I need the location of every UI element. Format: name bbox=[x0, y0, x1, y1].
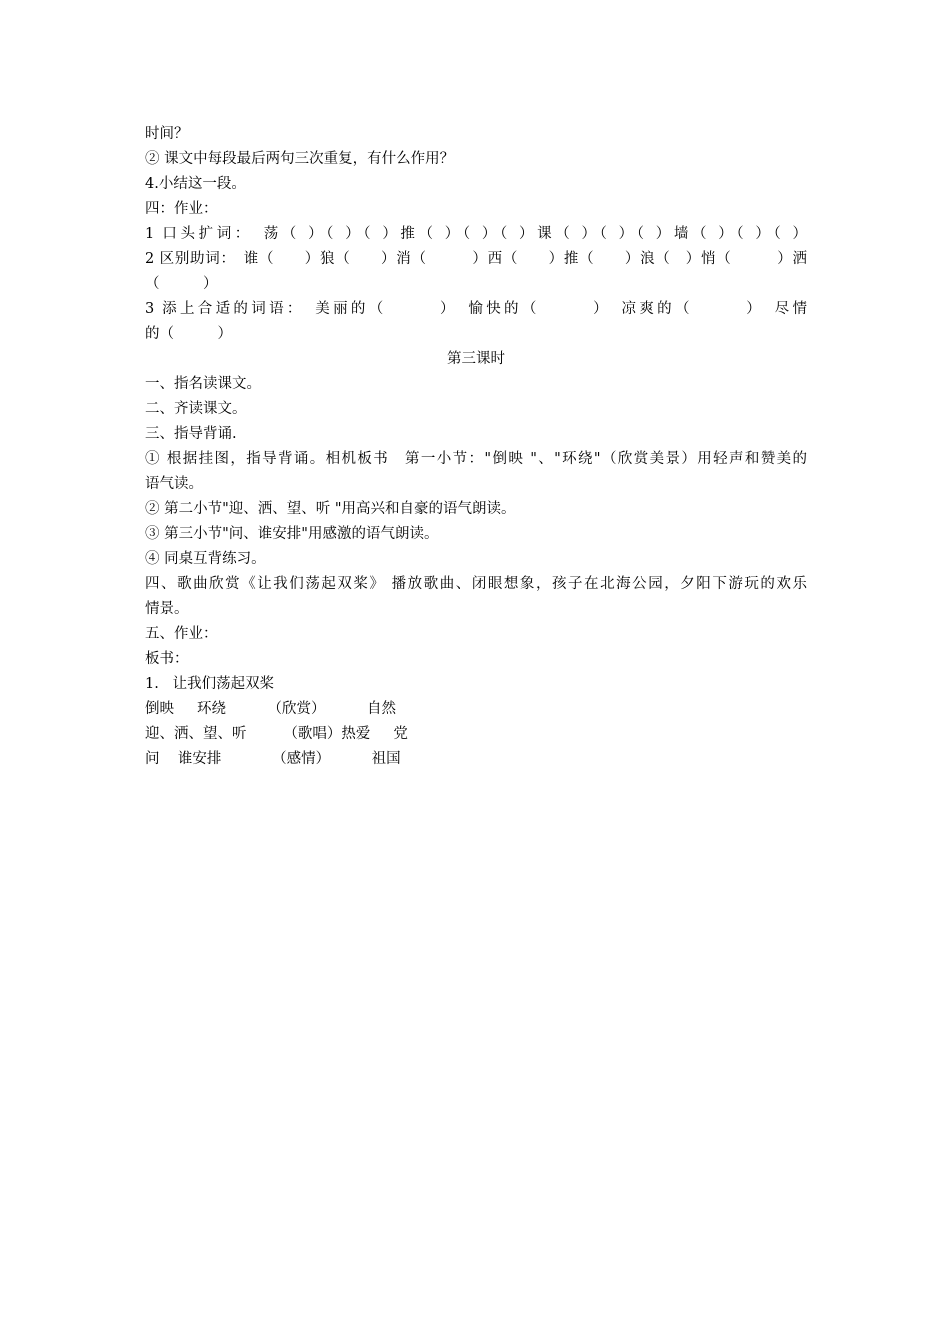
board-line: 1. 让我们荡起双桨 bbox=[145, 676, 275, 692]
section-heading: 三、指导背诵. bbox=[145, 426, 237, 442]
board-line: 倒映 环绕 （欣赏） 自然 bbox=[145, 701, 397, 717]
text-line: 时间？ bbox=[145, 126, 189, 142]
text-line: ① 根据挂图，指导背诵。相机板书 第一小节："倒映 "、"环绕"（欣赏美景）用轻声和赞美的 bbox=[145, 451, 807, 467]
section-heading: 四、歌曲欣赏《让我们荡起双桨》 播放歌曲、闭眼想象，孩子在北海公园，夕阳下游玩的欢乐 bbox=[145, 576, 807, 592]
text-line: 语气读。 bbox=[145, 476, 203, 492]
board-heading: 板书： bbox=[145, 651, 189, 667]
lesson-title: 第三课时 bbox=[447, 351, 505, 367]
text-line: ③ 第三小节"问、谁安排"用感激的语气朗读。 bbox=[145, 526, 439, 542]
section-heading: 五、作业： bbox=[145, 626, 218, 642]
board-line: 迎、洒、望、听 （歌唱）热爱 党 bbox=[145, 726, 408, 742]
text-line: ② 课文中每段最后两句三次重复，有什么作用？ bbox=[145, 151, 455, 167]
section-heading: 四：作业： bbox=[145, 201, 218, 217]
section-heading: 一、指名读课文。 bbox=[145, 376, 261, 392]
board-line: 问 谁安排 （感情） 祖国 bbox=[145, 751, 401, 767]
text-line: ② 第二小节"迎、洒、望、听 "用高兴和自豪的语气朗读。 bbox=[145, 501, 516, 517]
text-line: 情景。 bbox=[145, 601, 189, 617]
exercise-line: 3 添上合适的词语： 美丽的（ ） 愉快的（ ） 凉爽的（ ） 尽情 bbox=[145, 301, 807, 317]
exercise-line: 的（ ） bbox=[145, 326, 232, 342]
exercise-line: 1 口头扩词： 荡（ ）（ ）（ ）推（ ）（ ）（ ）课（ ）（ ）（ ）墙（ ）（ ）（ ） bbox=[145, 226, 807, 242]
section-heading: 二、齐读课文。 bbox=[145, 401, 247, 417]
document-body bbox=[145, 122, 807, 772]
exercise-line: 2 区别助词： 谁（ ）狼（ ）消（ ）西（ ）推（ ）浪（ ）悄（ ）洒 bbox=[145, 251, 807, 267]
text-line: ④ 同桌互背练习。 bbox=[145, 551, 266, 567]
exercise-line: （ ） bbox=[145, 276, 218, 292]
text-line: 4.小结这一段。 bbox=[145, 176, 246, 192]
